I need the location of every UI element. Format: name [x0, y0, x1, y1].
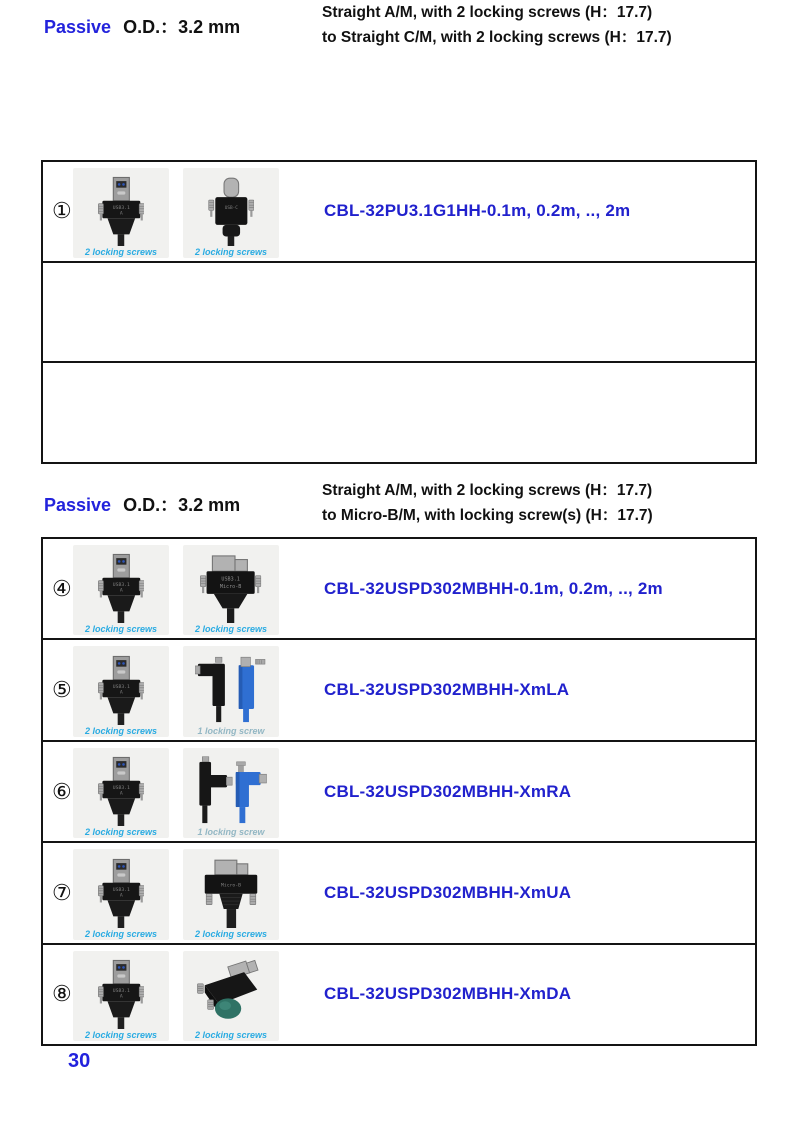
usb-a-connector-icon [98, 959, 145, 1029]
description-line-2: to Straight C/M, with 2 locking screws (H：17.7) [322, 29, 672, 46]
connector-photos [73, 849, 279, 939]
connector-photo-right [183, 748, 279, 838]
product-table-2 [41, 537, 757, 1046]
table-row [43, 843, 755, 944]
connector-photos [73, 168, 279, 258]
usb-a-connector-icon [98, 655, 145, 725]
usb-a-connector-icon [98, 858, 145, 928]
row-number: ⑤ [52, 677, 72, 703]
connector-photo-right [183, 168, 279, 258]
section-1-description [322, 0, 672, 50]
row-number: ④ [52, 575, 72, 601]
usb-a-connector-icon [98, 756, 145, 826]
description-line-1: Straight A/M, with 2 locking screws (H：17.7) [322, 482, 653, 499]
row-number: ⑧ [52, 981, 72, 1007]
connector-photo-left [73, 646, 169, 736]
section-2-title [44, 491, 240, 517]
connector-photos [73, 545, 279, 635]
row-number: ⑥ [52, 778, 72, 804]
usb-c-connector-icon [208, 176, 255, 246]
page-number: 30 [68, 1050, 91, 1072]
connector-photos [73, 951, 279, 1041]
connector-photos [73, 748, 279, 838]
locking-screws-caption: 2 locking screws [84, 624, 158, 635]
part-number: CBL-32USPD302MBHH-XmDA [324, 984, 572, 1004]
locking-screws-caption: 1 locking screw [197, 827, 265, 838]
locking-screws-caption: 2 locking screws [84, 928, 158, 939]
locking-screws-caption: 2 locking screws [194, 246, 268, 257]
connector-photo-left [73, 545, 169, 635]
table-row [43, 640, 755, 741]
product-table-1 [41, 160, 757, 464]
connector-photo-left [73, 168, 169, 258]
part-number: CBL-32PU3.1G1HH-0.1m, 0.2m, .., 2m [324, 201, 631, 221]
description-line-1: Straight A/M, with 2 locking screws (H：17.7) [322, 4, 653, 21]
micro-b-up-angle-connector-icon [196, 858, 266, 928]
part-number: CBL-32USPD302MBHH-XmLA [324, 680, 570, 700]
usb-a-connector-icon [98, 553, 145, 623]
locking-screws-caption: 2 locking screws [84, 1030, 158, 1041]
description-line-2: to Micro-B/M, with locking screw(s) (H：17.7) [322, 507, 653, 524]
micro-b-right-angle-connector-icon [195, 756, 268, 826]
connector-photo-left [73, 849, 169, 939]
locking-screws-caption: 2 locking screws [194, 1030, 268, 1041]
connector-photo-right [183, 646, 279, 736]
table-row [43, 945, 755, 1044]
od-label: O.D.：3.2 mm [123, 17, 241, 37]
part-number: CBL-32USPD302MBHH-0.1m, 0.2m, .., 2m [324, 578, 663, 598]
locking-screws-caption: 2 locking screws [84, 246, 158, 257]
connector-photo-right [183, 951, 279, 1041]
micro-b-connector-icon [200, 553, 261, 623]
passive-label: Passive [44, 495, 112, 515]
usb-a-connector-icon [98, 176, 145, 246]
row-number: ⑦ [52, 879, 72, 905]
part-number: CBL-32USPD302MBHH-XmRA [324, 781, 572, 801]
section-2-description [322, 478, 653, 528]
table-row [43, 162, 755, 263]
row-number: ① [52, 198, 72, 224]
locking-screws-caption: 2 locking screws [194, 928, 268, 939]
table-row [43, 742, 755, 843]
connector-photo-right [183, 545, 279, 635]
section-1-header [44, 0, 756, 56]
part-number: CBL-32USPD302MBHH-XmUA [324, 882, 572, 902]
connector-photo-right [183, 849, 279, 939]
table-row [43, 539, 755, 640]
section-2-header [44, 478, 756, 534]
od-label: O.D.：3.2 mm [123, 495, 241, 515]
connector-photo-left [73, 748, 169, 838]
micro-b-down-angle-connector-icon [196, 959, 266, 1029]
locking-screws-caption: 2 locking screws [84, 827, 158, 838]
locking-screws-caption: 1 locking screw [197, 725, 265, 736]
section-1-title [44, 13, 240, 39]
passive-label: Passive [44, 17, 112, 37]
locking-screws-caption: 2 locking screws [84, 725, 158, 736]
micro-b-left-angle-connector-icon [195, 655, 268, 725]
connector-photo-left [73, 951, 169, 1041]
table-row-empty [43, 363, 755, 462]
table-row-empty [43, 263, 755, 364]
locking-screws-caption: 2 locking screws [194, 624, 268, 635]
connector-photos [73, 646, 279, 736]
